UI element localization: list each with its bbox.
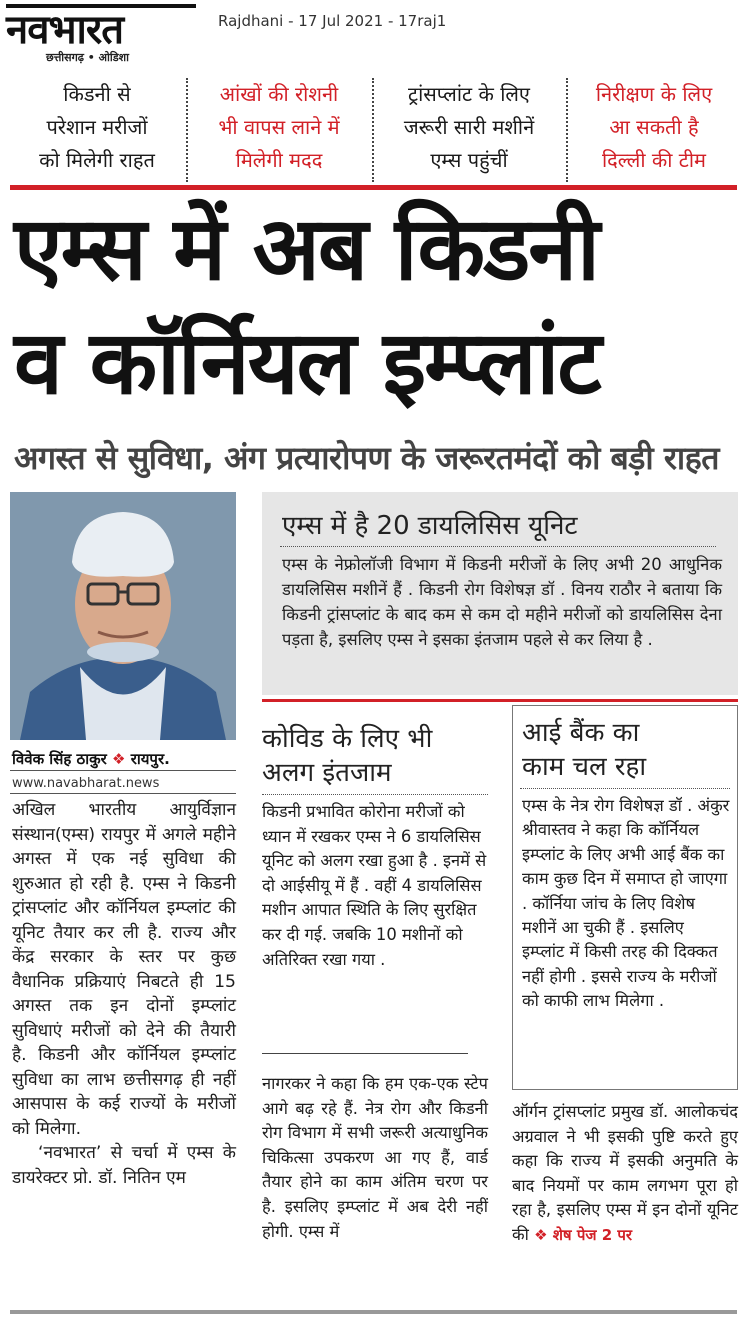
dialysis-title-rule [280, 546, 716, 547]
website-rule [10, 793, 236, 794]
masthead-regions: छत्तीसगढ़ • ओडिशा [46, 51, 129, 64]
teaser-1-line-2: परेशान मरीजों [46, 115, 148, 139]
teaser-1-line-3: को मिलेगी राहत [39, 148, 155, 172]
subheadline: अगस्त से सुविधा, अंग प्रत्यारोपण के जरूरतमंदों को बड़ी राहत [14, 439, 719, 477]
continued-on-page-link[interactable]: ❖ शेष पेज 2 पर [534, 1225, 633, 1244]
covid-title-line-1: कोविड के लिए भी [262, 724, 433, 754]
page-bottom-rule [10, 1310, 737, 1314]
teaser-3 [376, 78, 562, 186]
teaser-4 [570, 78, 738, 186]
eyebank-title [522, 716, 732, 784]
covid-title-line-2: अलग इंतजाम [262, 758, 392, 788]
eyebank-text: एम्स के नेत्र रोग विशेषज्ञ डॉ . अंकुर श्रीवास्तव ने कहा कि कॉर्नियल इम्प्लांट के लिए अभी आई बैंक का काम कुछ दिन में समाप्त हो जाएगा . कॉर्निया जांच के लिए विशेष मशीनें आ चुकी हैं . इसलिए इम्प्लांट में किसी तरह की दिक्कत नहीं होगी . इससे राज्य के मरीजों को काफी लाभ मिलेगा . [522, 796, 730, 1011]
teaser-2-line-2: भी वापस लाने में [218, 115, 340, 139]
article-column-1 [12, 798, 236, 1190]
teaser-divider [372, 78, 374, 182]
teaser-1-line-1: किडनी से [63, 82, 131, 106]
covid-title-rule [262, 794, 488, 795]
teaser-2-line-1: आंखों की रोशनी [219, 82, 339, 106]
teaser-3-line-2: जरूरी सारी मशीनें [403, 115, 535, 139]
teaser-3-line-1: ट्रांसप्लांट के लिए [408, 82, 530, 106]
teaser-divider [186, 78, 188, 182]
masthead-logo: नवभारत [6, 7, 124, 53]
section-divider [262, 699, 738, 702]
article-column-3 [512, 1100, 738, 1248]
article-paragraph: अखिल भारतीय आयुर्विज्ञान संस्थान(एम्स) रायपुर में अगले महीने अगस्त में एक नई सुविधा की शुरुआत हो रही है. एम्स ने किडनी ट्रांसप्लांट और कॉर्नियल इम्प्लांट की यूनिट तैयार कर ली है. राज्य और केंद्र सरकार के स्तर पर कुछ वैधानिक प्रक्रियाएं निबटते ही 15 अगस्त तक इन दोनों इम्प्लांट सुविधाएं मरीजों को देने की तैयारी है. किडनी और कॉर्नियल इम्प्लांट सुविधा का लाभ छत्तीसगढ़ ही नहीं आसपास के कई राज्यों के मरीजों को मिलेगा. [12, 800, 236, 1139]
dateline-place: रायपुर. [130, 750, 170, 768]
dialysis-text: एम्स के नेफ्रोलॉजी विभाग में किडनी मरीजों के लिए अभी 20 आधुनिक डायलिसिस मशीनें हैं . किडनी रोग विशेषज्ञ डॉ . विनय राठौर ने बताया कि किडनी ट्रांसप्लांट के बाद कम से कम दो महीने मरीजों को डायलिसिस देना पड़ता है, इसलिए एम्स ने इसका इंतजाम पहले से कर लिया है . [282, 555, 722, 649]
article-column-2: नागरकर ने कहा कि हम एक-एक स्टेप आगे बढ़ रहे हैं. नेत्र रोग और किडनी रोग विभाग में सभी जरूरी अत्याधुनिक चिकित्सा उपकरण आ गए हैं, वार्ड तैयार होने का काम अंतिम चरण पर है. इसलिए इम्प्लांट में अब देरी नहीं होगी. एम्स में [262, 1074, 488, 1241]
covid-title [262, 722, 502, 790]
teaser-divider [566, 78, 568, 182]
byline [12, 749, 170, 769]
teaser-4-line-1: निरीक्षण के लिए [595, 82, 713, 106]
teaser-2-line-3: मिलेगी मदद [235, 148, 323, 172]
article-paragraph: ‘नवभारत’ से चर्चा में एम्स के डायरेक्टर प्रो. डॉ. नितिन एम [12, 1143, 236, 1188]
teaser-1 [12, 78, 182, 186]
edition-info: Rajdhani - 17 Jul 2021 - 17raj1 [218, 12, 447, 30]
dialysis-title: एम्स में है 20 डायलिसिस यूनिट [282, 511, 578, 541]
reporter-name: विवेक सिंह ठाकुर [12, 750, 107, 768]
eyebank-title-line-1: आई बैंक का [522, 718, 640, 748]
covid-text: किडनी प्रभावित कोरोना मरीजों को ध्यान में रखकर एम्स ने 6 डायलिसिस यूनिट को अलग रखा हुआ है . इनमें से दो आईसीयू में हैं . वहीं 4 डायलिसिस मशीन आपात स्थिति के लिए सुरक्षित कर दी गई. जबकि 10 मशीनों को अतिरिक्त रखा गया . [262, 802, 487, 969]
covid-end-rule [262, 1053, 468, 1054]
teaser-3-line-3: एम्स पहुंचीं [430, 148, 508, 172]
masthead-logo-box [6, 4, 196, 53]
headline-line-1: एम्स में अब किडनी [14, 197, 598, 300]
headline [14, 192, 739, 420]
byline-rule [10, 770, 236, 771]
headline-line-2: व कॉर्नियल इम्प्लांट [14, 311, 600, 414]
masthead [6, 4, 196, 62]
doctor-photo [10, 492, 236, 740]
doctor-portrait-illustration [10, 492, 236, 740]
eyebank-title-rule [520, 788, 730, 789]
header-divider [10, 185, 737, 190]
article-paragraph: ऑर्गन ट्रांसप्लांट प्रमुख डॉ. आलोकचंद अग्रवाल ने भी इसकी पुष्टि करते हुए कहा कि राज्य में इसकी अनुमति के बाद नियमों पर काम लगभग पूरा हो रहा है, इसलिए एम्स में इन दोनों यूनिट की [512, 1102, 738, 1244]
teaser-4-line-2: आ सकती है [609, 115, 699, 139]
eyebank-title-line-2: काम चल रहा [522, 752, 647, 782]
website-link[interactable]: www.navabharat.news [12, 776, 160, 791]
teaser-4-line-3: दिल्ली की टीम [601, 148, 707, 172]
diamond-icon: ❖ [112, 750, 126, 768]
teaser-2 [190, 78, 368, 186]
